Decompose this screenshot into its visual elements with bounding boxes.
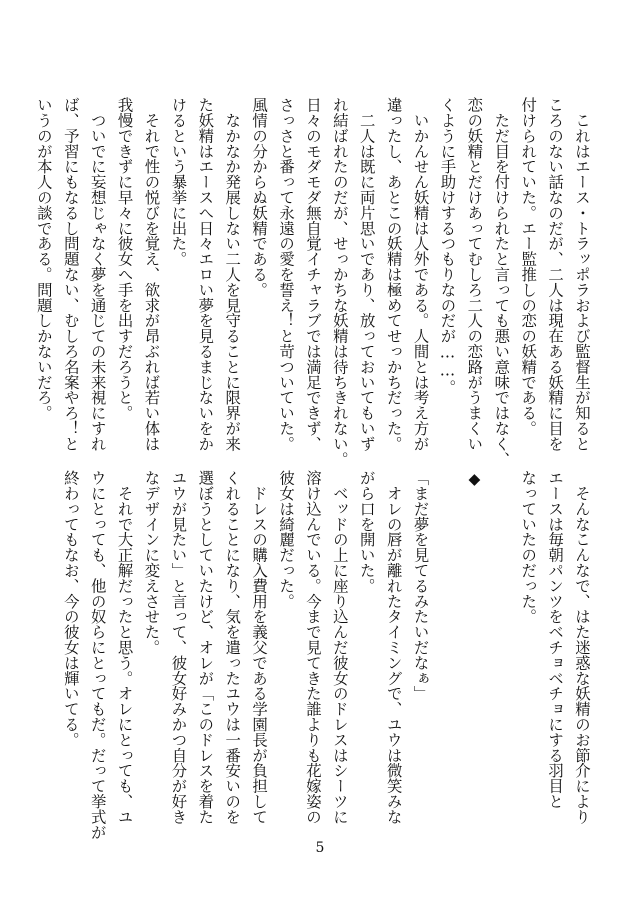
text-line: 彼女は綺麗だった。 xyxy=(277,470,296,609)
bottom-text-block xyxy=(57,470,595,840)
text-line: 溶け込んでいる。今まで見てきた誰よりも花嫁姿の xyxy=(303,470,322,825)
text-line: けるという暴挙に出た。 xyxy=(169,97,188,267)
scene-break-diamond: ◆ xyxy=(465,470,484,488)
text-line: それで性の悦びを覚え、欲求が昂ぶれば若い体は xyxy=(142,97,161,452)
text-line: これはエース・トラッポラおよび監督生が知ると xyxy=(573,97,591,452)
text-line: ベッドの上に座り込んだ彼女のドレスはシーツに xyxy=(330,470,349,825)
page-number: 5 xyxy=(315,840,325,856)
text-line: 日々のモダモダ無自覚イチャラブでは満足できず、 xyxy=(303,97,322,452)
text-line: いかんせん妖精は人外である。人間とは考え方が xyxy=(411,97,430,452)
text-line: それで大正解だったと思う。オレにとっても、ユ xyxy=(115,470,134,825)
text-line: ば、予習にもなるし問題ない、むしろ名案やろ！と xyxy=(61,97,80,452)
text-line: た妖精はエースへ日々エロい夢を見るまじないをか xyxy=(196,97,215,452)
text-line: ドレスの購入費用を義父である学園長が負担して xyxy=(250,470,269,825)
text-line: 風情の分からぬ妖精である。 xyxy=(250,97,269,298)
text-line: ウにとっても、他の奴らにとってもだ。だって挙式が xyxy=(88,470,107,840)
top-text-block xyxy=(30,97,595,467)
text-line: がら口を開いた。 xyxy=(357,470,376,594)
text-line: 付けられていた。エー監推しの恋の妖精である。 xyxy=(519,97,538,436)
text-line: 二人は既に両片思いであり、放っておいてもいず xyxy=(357,97,376,452)
text-line: さっさと番って永遠の愛を誓え！と苛ついていた。 xyxy=(277,97,296,452)
text-line: なっていたのだった。 xyxy=(519,470,538,624)
text-line: 我慢できずに早々に彼女へ手を出すだろうと。 xyxy=(115,97,134,421)
text-line: れ結ばれたのだが、せっかちな妖精は待ちきれない。 xyxy=(330,97,349,467)
text-line: なかなか発展しない二人を見守ることに限界が来 xyxy=(223,97,242,452)
text-line: ころのない話なのだが、二人は現在ある妖精に目を xyxy=(546,97,565,452)
text-line: そんなこんなで、はた迷惑な妖精のお節介により xyxy=(573,470,591,825)
text-line: くれることになり、気を遣ったユウは一番安いのを xyxy=(223,470,242,825)
text-line: いうのが本人の談である。問題しかないだろ。 xyxy=(34,97,53,421)
text-line: ついでに妄想じゃなく夢を通じての未来視にすれ xyxy=(88,97,107,452)
blank-line xyxy=(434,470,461,840)
text-line: エースは毎朝パンツをベチョベチョにする羽目と xyxy=(546,470,565,809)
text-line: 違ったし、あとこの妖精は極めてせっかちだった。 xyxy=(384,97,403,452)
text-line: ただ目を付けられたと言っても悪い意味ではなく、 xyxy=(492,97,511,467)
text-line: 恋の妖精とだけあってむしろ二人の恋路がうまくい xyxy=(465,97,484,452)
text-line: なデザインに変えさせた。 xyxy=(142,470,161,655)
text-line: ユウが見たい」と言って、彼女好みかつ自分が好き xyxy=(169,470,188,825)
text-line: 「まだ夢を見てるみたいだなぁ」 xyxy=(411,470,430,701)
text-line: くように手助けするつもりなのだが……。 xyxy=(438,97,457,395)
text-line: 選ぼうとしていたけど、オレが「このドレスを着た xyxy=(196,470,215,825)
blank-line xyxy=(487,470,514,840)
text-line: オレの唇が離れたタイミングで、ユウは微笑みな xyxy=(384,470,403,825)
text-line: 終わってもなお、今の彼女は輝いてる。 xyxy=(61,470,80,748)
